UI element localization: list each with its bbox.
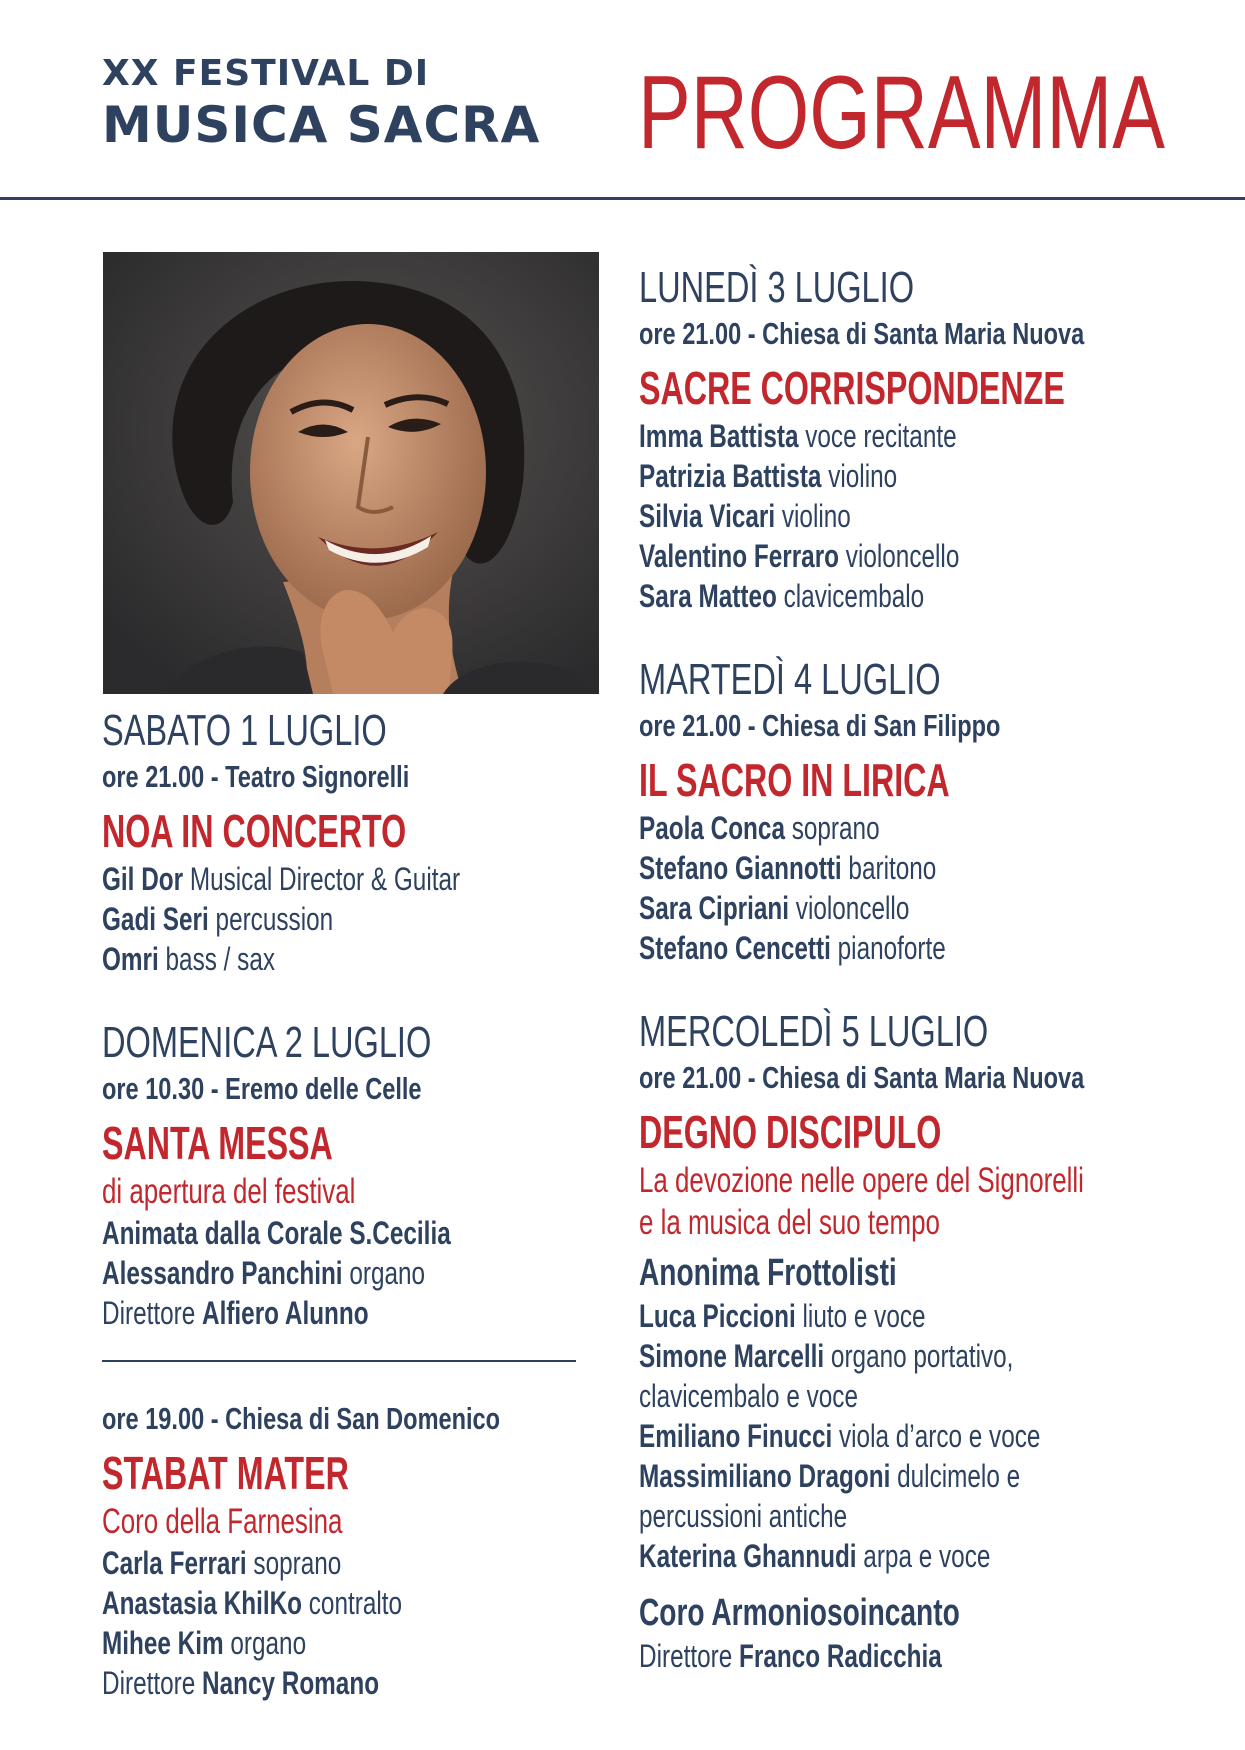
event-day: MARTEDÌ 4 LUGLIO [639, 655, 941, 704]
left-column [102, 705, 602, 1703]
performer-role: dulcimelo e [897, 1458, 1021, 1494]
performer-role: clavicembalo [783, 578, 925, 614]
performer-name: Stefano Cencetti [639, 930, 831, 966]
portrait-illustration [103, 252, 599, 694]
performer [639, 848, 1080, 888]
event-time: ore 10.30 - Eremo delle Celle [102, 1071, 422, 1106]
time-value: ore 21.00 [102, 759, 205, 794]
right-column [639, 262, 1219, 1676]
event-title: IL SACRO IN LIRICA [639, 754, 950, 806]
performer [639, 416, 1080, 456]
event-title: DEGNO DISCIPULO [639, 1106, 942, 1158]
performer-role: percussioni antiche [639, 1498, 848, 1534]
performer-role: violoncello [845, 538, 960, 574]
performer-role: violino [828, 458, 898, 494]
performer-name: Carla Ferrari [102, 1545, 247, 1581]
venue: Eremo delle Celle [225, 1071, 422, 1106]
time-value: ore 21.00 [639, 316, 742, 351]
performer-name: Gadi Seri [102, 901, 209, 937]
performer-name: Silvia Vicari [639, 498, 776, 534]
event-martedi [639, 654, 1219, 968]
event-mercoledi [639, 1006, 1219, 1676]
performer [639, 1336, 1080, 1376]
performer-role: Musical Director & Guitar [189, 861, 461, 897]
performer [102, 1623, 482, 1663]
event-day: LUNEDÌ 3 LUGLIO [639, 263, 915, 312]
performer-role: liuto e voce [802, 1298, 926, 1334]
performer-name: Massimiliano Dragoni [639, 1458, 891, 1494]
event-time: ore 21.00 - Chiesa di Santa Maria Nuova [639, 316, 1085, 351]
festival-title-line2: MUSICA SACRA [102, 96, 541, 154]
director [102, 1663, 482, 1703]
performer-name: Katerina Ghannudi [639, 1538, 857, 1574]
event-time: ore 21.00 - Chiesa di San Filippo [639, 708, 1001, 743]
performer-name: Emiliano Finucci [639, 1418, 833, 1454]
director-label: Direttore [102, 1295, 196, 1331]
director-name: Franco Radicchia [739, 1638, 942, 1674]
performer [639, 496, 1080, 536]
time-value: ore 10.30 [102, 1071, 205, 1106]
performer [102, 1583, 482, 1623]
performer [639, 1536, 1080, 1576]
director-name: Nancy Romano [202, 1665, 380, 1701]
performer-role: viola d’arco e voce [838, 1418, 1041, 1454]
performer-role: pianoforte [837, 930, 946, 966]
section-divider [102, 1360, 576, 1362]
event-subtitle: e la musica del suo tempo [639, 1203, 940, 1242]
performer-role: contralto [308, 1585, 403, 1621]
performer [639, 576, 1080, 616]
performer-name: Mihee Kim [102, 1625, 224, 1661]
event-title: STABAT MATER [102, 1447, 349, 1499]
performer [102, 1253, 482, 1293]
artist-photo [103, 252, 599, 694]
performer [639, 808, 1080, 848]
performer-role: violoncello [795, 890, 910, 926]
venue: Chiesa di Santa Maria Nuova [762, 316, 1085, 351]
event-subtitle: Coro della Farnesina [102, 1502, 343, 1541]
event-title: SANTA MESSA [102, 1117, 333, 1169]
director-label: Direttore [639, 1638, 733, 1674]
event-time: ore 21.00 - Teatro Signorelli [102, 759, 410, 794]
time-value: ore 21.00 [639, 708, 742, 743]
director-label: Direttore [102, 1665, 196, 1701]
event-title: SACRE CORRISPONDENZE [639, 362, 1065, 414]
performer-role: voce recitante [805, 418, 957, 454]
venue: Chiesa di Santa Maria Nuova [762, 1060, 1085, 1095]
choir-name: Coro Armoniosoincanto [639, 1592, 960, 1634]
venue: Chiesa di San Domenico [225, 1401, 501, 1436]
time-value: ore 19.00 [102, 1401, 205, 1436]
performer [639, 536, 1080, 576]
venue: Teatro Signorelli [225, 759, 410, 794]
event-subtitle: di apertura del festival [102, 1172, 356, 1211]
event-domenica-sera [102, 1399, 602, 1703]
performer-role: soprano [253, 1545, 342, 1581]
festival-title [102, 52, 540, 154]
festival-title-line1: XX FESTIVAL DI [102, 53, 430, 94]
event-time: ore 21.00 - Chiesa di Santa Maria Nuova [639, 1060, 1085, 1095]
event-note [102, 1213, 482, 1253]
performer-name: Gil Dor [102, 861, 184, 897]
performer [639, 1416, 1080, 1456]
director [639, 1636, 1080, 1676]
performer-role: percussion [215, 901, 334, 937]
event-sabato [102, 705, 602, 979]
performer [639, 888, 1080, 928]
event-subtitle: La devozione nelle opere del Signorelli [639, 1161, 1084, 1200]
performer-name: Imma Battista [639, 418, 799, 454]
performer-role: clavicembalo e voce [639, 1378, 858, 1414]
event-day: MERCOLEDÌ 5 LUGLIO [639, 1007, 989, 1056]
performer-role: baritono [848, 850, 937, 886]
performer [639, 1296, 1080, 1336]
performer-role: arpa e voce [863, 1538, 991, 1574]
event-day: DOMENICA 2 LUGLIO [102, 1018, 432, 1067]
event-day: SABATO 1 LUGLIO [102, 706, 387, 755]
performer [102, 939, 482, 979]
header-divider [0, 197, 1245, 200]
performer-role: organo [230, 1625, 307, 1661]
performer-name: Anastasia KhilKo [102, 1585, 303, 1621]
performer-name: Sara Cipriani [639, 890, 790, 926]
performer-role: bass / sax [165, 941, 276, 977]
performer [102, 859, 482, 899]
performer-name: Alessandro Panchini [102, 1255, 343, 1291]
event-time: ore 19.00 - Chiesa di San Domenico [102, 1401, 501, 1436]
performer-role: soprano [791, 810, 880, 846]
performer-name: Simone Marcelli [639, 1338, 825, 1374]
performer-name: Stefano Giannotti [639, 850, 842, 886]
performer-role-cont [639, 1376, 1080, 1416]
event-title: NOA IN CONCERTO [102, 805, 407, 857]
performer-name: Patrizia Battista [639, 458, 822, 494]
performer [639, 928, 1080, 968]
performer [102, 899, 482, 939]
director [102, 1293, 482, 1333]
performer-name: Valentino Ferraro [639, 538, 840, 574]
event-lunedi [639, 262, 1219, 616]
performer-role: violino [781, 498, 851, 534]
venue: Chiesa di San Filippo [762, 708, 1001, 743]
performer-role: organo portativo, [830, 1338, 1014, 1374]
programma-heading: PROGRAMMA [638, 55, 1165, 171]
choir-line: Animata dalla Corale S.Cecilia [102, 1215, 451, 1251]
performer [102, 1543, 482, 1583]
performer [639, 456, 1080, 496]
performer [639, 1456, 1080, 1496]
time-value: ore 21.00 [639, 1060, 742, 1095]
performer-name: Luca Piccioni [639, 1298, 796, 1334]
performer-role: organo [349, 1255, 426, 1291]
event-domenica [102, 1017, 602, 1333]
performer-name: Sara Matteo [639, 578, 777, 614]
director-name: Alfiero Alunno [202, 1295, 369, 1331]
ensemble-name: Anonima Frottolisti [639, 1252, 897, 1294]
performer-name: Paola Conca [639, 810, 785, 846]
performer-name: Omri [102, 941, 159, 977]
performer-role-cont [639, 1496, 1080, 1536]
